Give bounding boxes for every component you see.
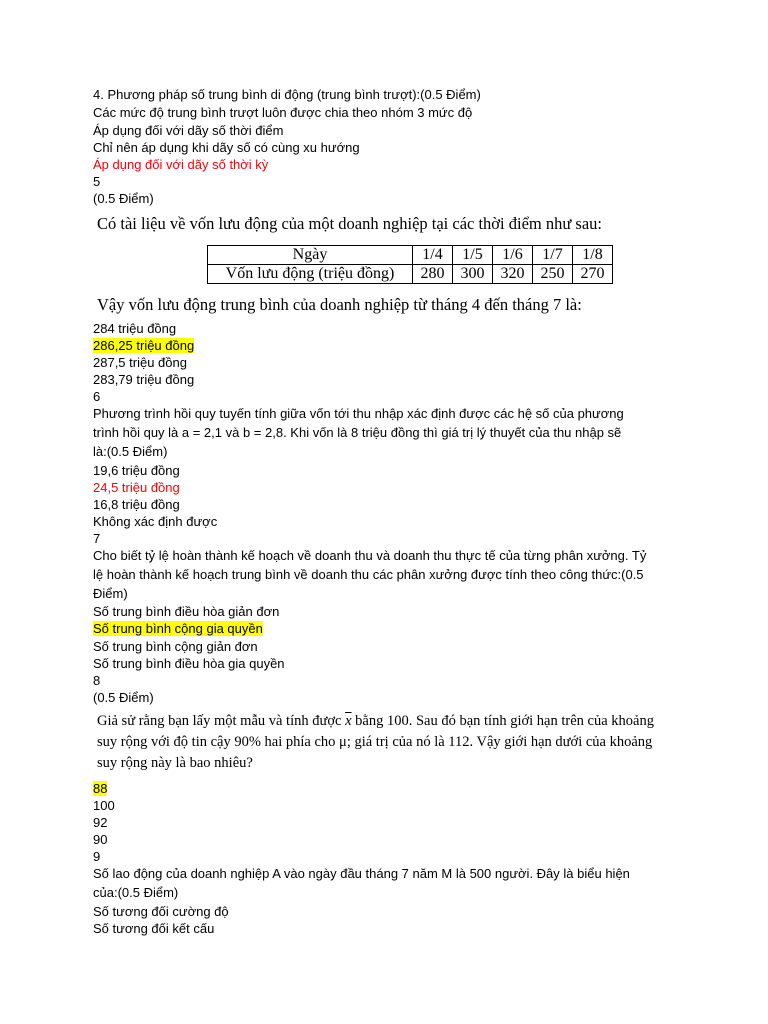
table-cell-date: 1/6 — [493, 246, 533, 265]
working-capital-table — [207, 245, 613, 284]
q7-option-4: Số trung bình điều hòa gia quyền — [93, 656, 285, 671]
q8-option-2: 100 — [93, 798, 115, 813]
q9-text-line-2: của:(0.5 Điểm) — [93, 885, 179, 900]
table-cell-value: 300 — [453, 265, 493, 284]
q6-option-2-correct: 24,5 triệu đồng — [93, 480, 180, 495]
q8-text-line-3: suy rộng này là bao nhiêu? — [97, 755, 253, 771]
q6-option-1: 19,6 triệu đồng — [93, 463, 180, 478]
q8-text-part-a: Giả sử rằng bạn lấy một mẫu và tính được — [97, 713, 346, 729]
q8-option-4: 90 — [93, 832, 108, 847]
q5-intro: Có tài liệu về vốn lưu động của một doanh nghiệp tại các thời điểm như sau: — [97, 214, 603, 233]
q4-title: 4. Phương pháp số trung bình di động (trung bình trượt):(0.5 Điểm) — [93, 87, 481, 102]
table-cell-date: 1/5 — [453, 246, 493, 265]
q4-option-3: Chỉ nên áp dụng khi dãy số có cùng xu hướng — [93, 140, 360, 155]
table-cell-value: 270 — [573, 265, 613, 284]
sample-mean-symbol: $\overline{x}$ — [345, 713, 352, 729]
table-header-label: Ngày — [208, 246, 413, 265]
highlighted-answer: Số trung bình cộng gia quyền — [93, 621, 263, 636]
q7-option-1: Số trung bình điều hòa giản đơn — [93, 604, 280, 619]
q4-option-4-correct: Áp dụng đối với dãy số thời kỳ — [93, 157, 269, 172]
q8-number: 8 — [93, 673, 101, 688]
table-cell-date: 1/4 — [413, 246, 453, 265]
highlighted-answer: 286,25 triệu đồng — [93, 338, 195, 353]
q7-option-2-correct — [93, 620, 263, 637]
q8-text-part-b: bằng 100. Sau đó bạn tính giới hạn trên của khoảng — [351, 713, 654, 729]
q5-number: 5 — [93, 174, 101, 189]
q7-text-line-3: Điểm) — [93, 586, 128, 601]
q7-option-3: Số trung bình cộng giản đơn — [93, 639, 258, 654]
q6-number: 6 — [93, 389, 101, 404]
q4-option-2: Áp dụng đối với dãy số thời điểm — [93, 123, 284, 138]
q5-option-4: 283,79 triệu đồng — [93, 372, 195, 387]
q9-number: 9 — [93, 849, 101, 864]
q5-question: Vậy vốn lưu động trung bình của doanh nghiệp từ tháng 4 đến tháng 7 là: — [97, 295, 582, 314]
table-row-values — [208, 265, 613, 284]
q7-text-line-1: Cho biết tỷ lệ hoàn thành kế hoạch về doanh thu và doanh thu thực tế của từng phân xưởng. Tỷ — [93, 548, 647, 563]
q6-text-line-2: trình hồi quy là a = 2,1 và b = 2,8. Khi vốn là 8 triệu đồng thì giá trị lý thuyết của thu nhập sẽ — [93, 425, 622, 440]
table-row-dates — [208, 246, 613, 265]
q9-option-1: Số tương đối cường độ — [93, 904, 229, 919]
q8-points: (0.5 Điểm) — [93, 690, 154, 705]
table-cell-value: 280 — [413, 265, 453, 284]
q9-option-2: Số tương đối kết cấu — [93, 921, 215, 936]
q5-option-1: 284 triệu đồng — [93, 321, 177, 336]
q8-text-line-1 — [97, 711, 654, 731]
q6-text-line-3: là:(0.5 Điểm) — [93, 444, 168, 459]
table-cell-value: 320 — [493, 265, 533, 284]
q6-text-line-1: Phương trình hồi quy tuyến tính giữa vốn tới thu nhập xác định được các hệ số của phương — [93, 406, 624, 421]
q5-option-3: 287,5 triệu đồng — [93, 355, 187, 370]
q5-points: (0.5 Điểm) — [93, 191, 154, 206]
table-row-label: Vốn lưu động (triệu đồng) — [208, 265, 413, 284]
table-cell-date: 1/8 — [573, 246, 613, 265]
table-cell-value: 250 — [533, 265, 573, 284]
q8-option-3: 92 — [93, 815, 108, 830]
q5-option-2-correct — [93, 337, 194, 354]
q7-text-line-2: lệ hoàn thành kế hoạch trung bình về doanh thu các phân xưởng được tính theo công thức:(0.5 — [93, 567, 644, 582]
q8-option-1-correct — [93, 780, 107, 797]
q8-text-line-2: suy rộng với độ tin cậy 90% hai phía cho μ; giá trị của nó là 112. Vậy giới hạn dưới của khoảng — [97, 734, 653, 750]
q7-number: 7 — [93, 531, 101, 546]
q9-text-line-1: Số lao động của doanh nghiệp A vào ngày đầu tháng 7 năm M là 500 người. Đây là biểu hiện — [93, 866, 630, 881]
q6-option-4: Không xác định được — [93, 514, 218, 529]
table-cell-date: 1/7 — [533, 246, 573, 265]
highlighted-answer: 88 — [93, 781, 108, 796]
q4-option-1: Các mức độ trung bình trượt luôn được chia theo nhóm 3 mức độ — [93, 105, 473, 120]
q6-option-3: 16,8 triệu đồng — [93, 497, 180, 512]
